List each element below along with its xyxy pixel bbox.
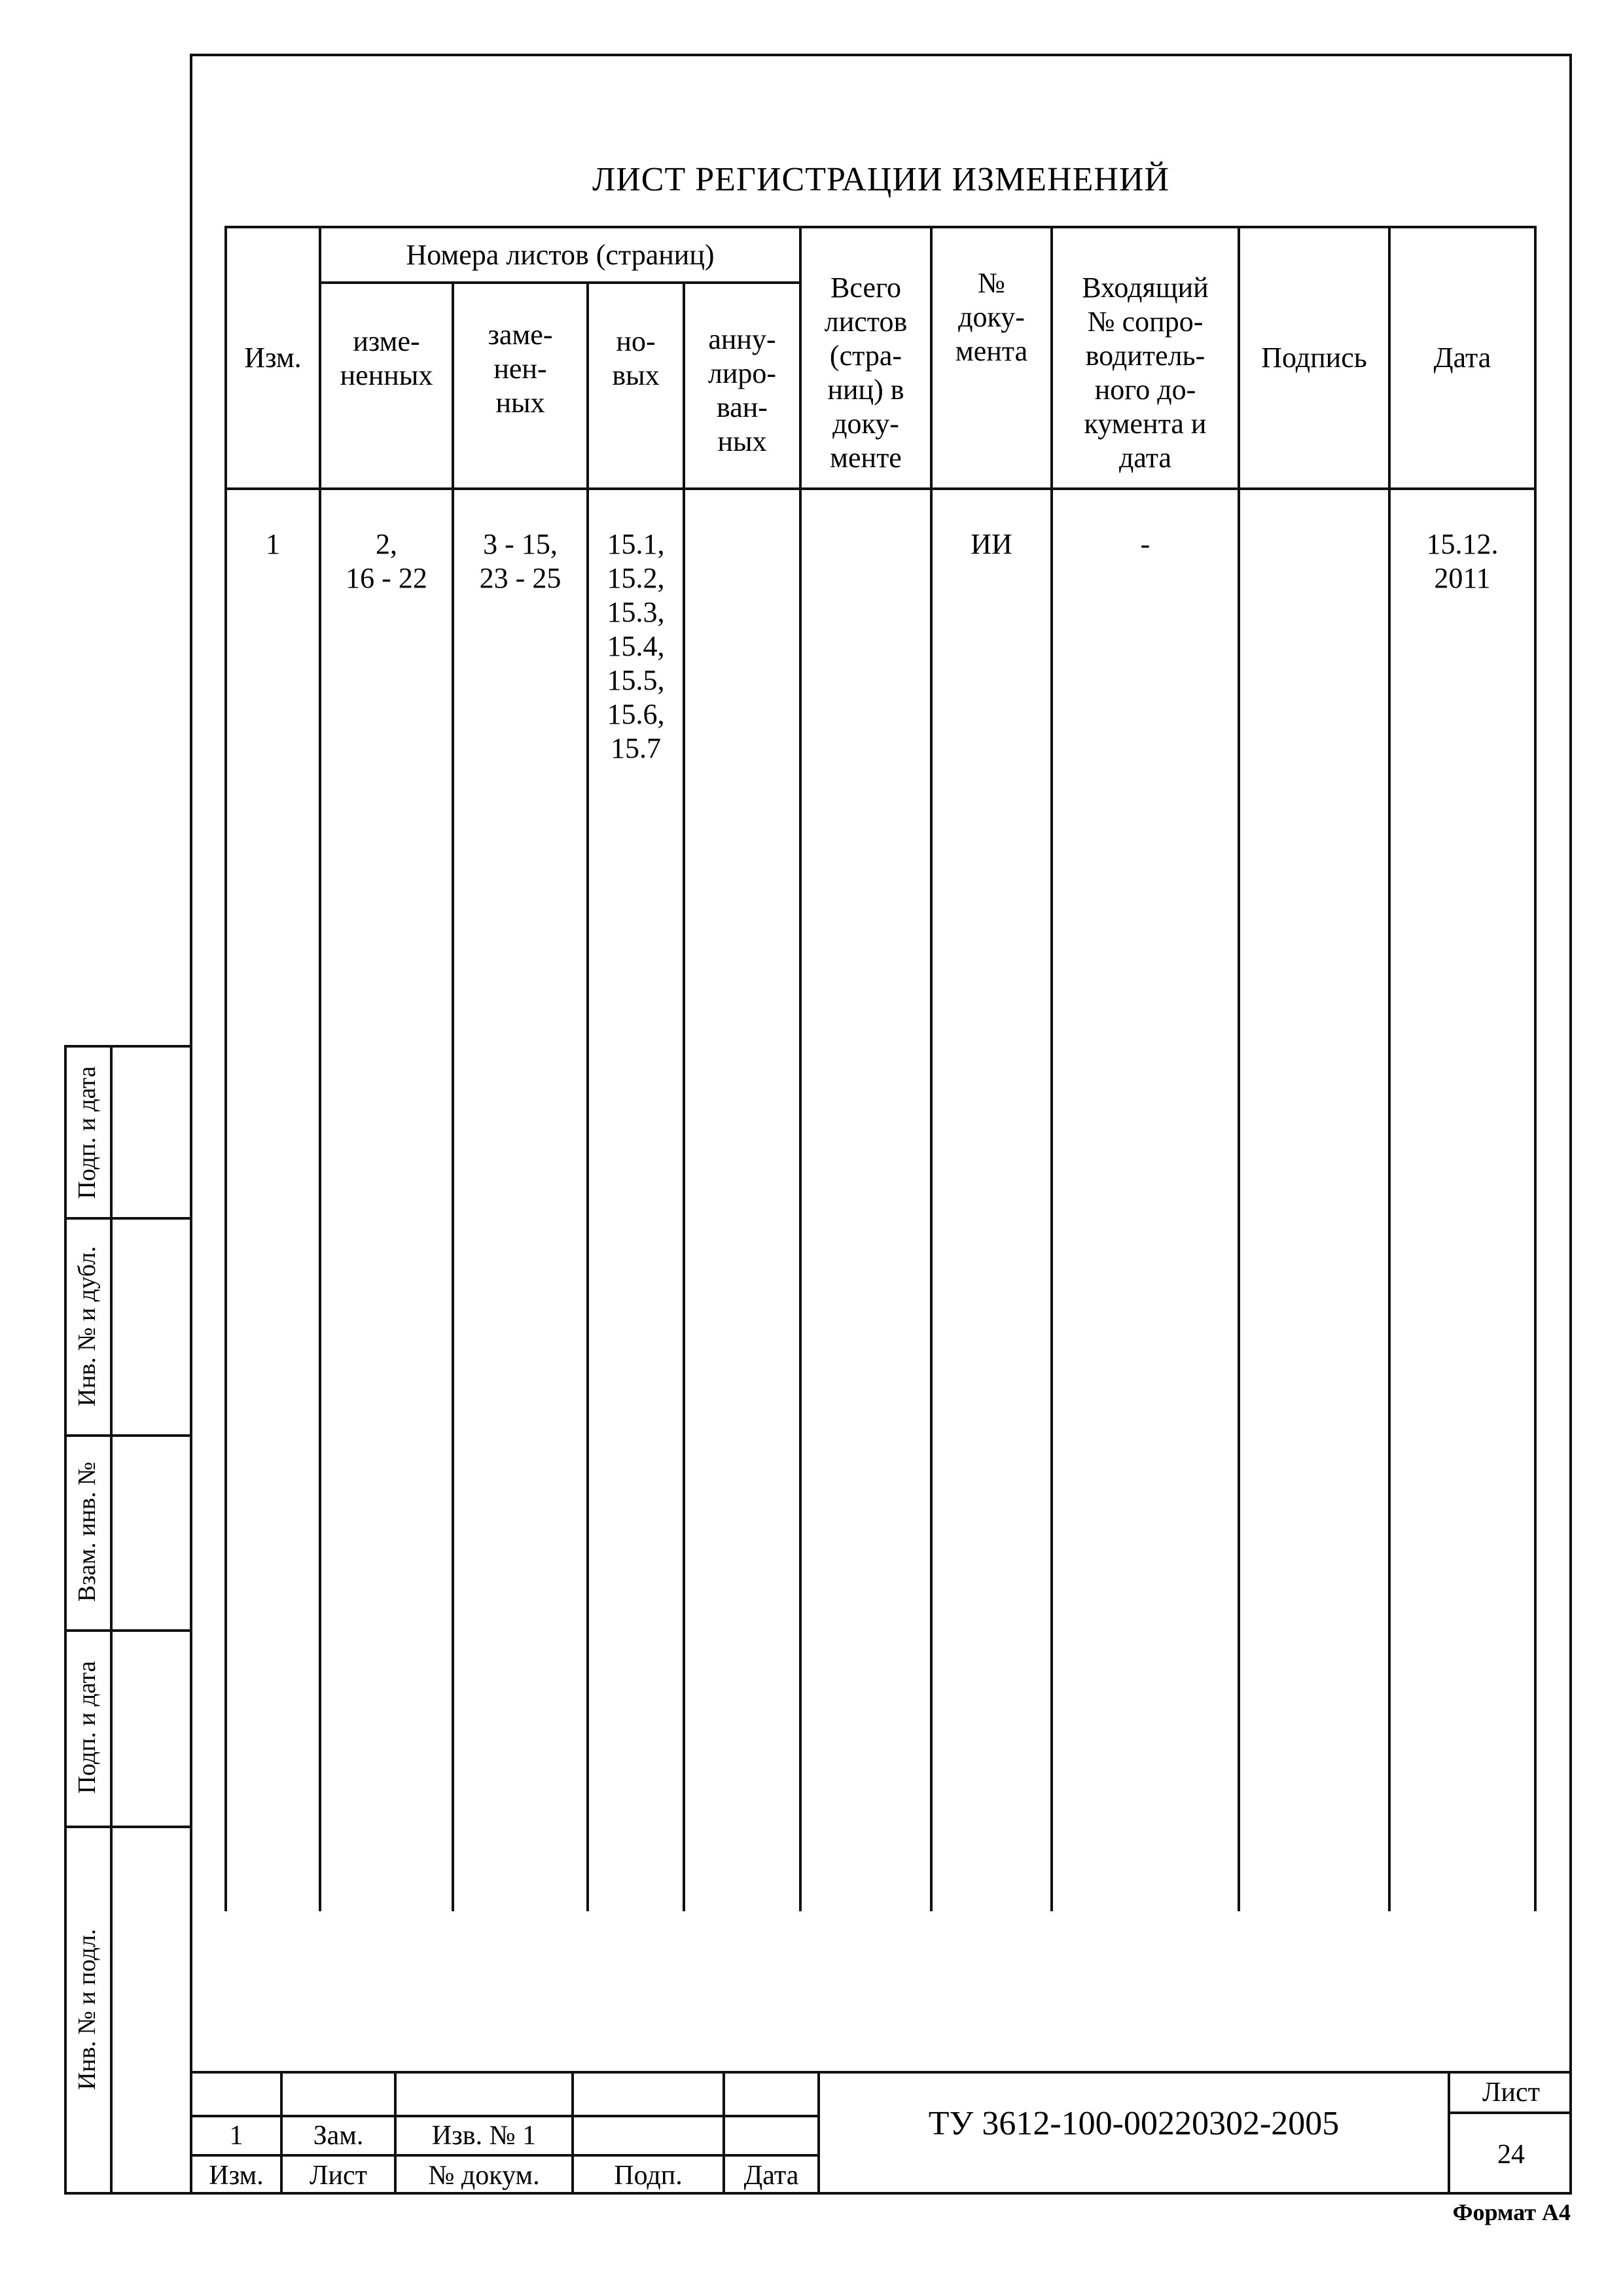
side-stamp-dup-inventory: Инв. № и дубл. — [73, 1246, 101, 1407]
row-replaced: 3 - 15, 23 - 25 — [479, 528, 562, 594]
sheet-number: 24 — [1497, 2139, 1525, 2170]
header-date: Дата — [1433, 342, 1491, 374]
side-stamp-replacement-inventory: Взам. инв. № — [73, 1461, 101, 1602]
side-stamp-original-inventory: Инв. № и подл. — [73, 1928, 101, 2091]
page-title: ЛИСТ РЕГИСТРАЦИИ ИЗМЕНЕНИЙ — [592, 161, 1170, 198]
document-designation: ТУ 3612-100-00220302-2005 — [928, 2104, 1340, 2142]
header-new: но- вых — [612, 325, 660, 391]
side-stamp-sign-date-1: Подп. и дата — [73, 1066, 101, 1199]
row-changed: 2, 16 - 22 — [346, 528, 427, 594]
header-sheet-numbers-group: Номера листов (страниц) — [406, 238, 715, 271]
title-block-sign-label: Подп. — [614, 2161, 683, 2191]
row-new: 15.1, 15.2, 15.3, 15.4, 15.5, 15.6, 15.7 — [607, 528, 665, 764]
title-block-sheet-label: Лист — [310, 2161, 367, 2191]
header-changed: изме- ненных — [340, 325, 433, 391]
format-label: Формат А4 — [1452, 2199, 1571, 2225]
row-incoming: - — [1140, 528, 1150, 560]
title-block-sign-value — [574, 2117, 722, 2154]
row-date: 15.12. 2011 — [1426, 528, 1499, 594]
side-stamp-sign-date-2: Подп. и дата — [73, 1661, 101, 1794]
sheet-label: Лист — [1482, 2077, 1540, 2108]
header-signature: Подпись — [1261, 342, 1367, 374]
title-block-date-label: Дата — [743, 2161, 799, 2191]
title-block-izm-label: Изм. — [209, 2161, 264, 2191]
title-block-izm-value: 1 — [229, 2121, 243, 2151]
header-annulled: анну- лиро- ван- ных — [707, 323, 777, 457]
row-doc-number: ИИ — [971, 528, 1012, 560]
header-doc-number: № доку- мента — [955, 267, 1028, 367]
header-izm: Изм. — [244, 342, 302, 374]
row-izm: 1 — [266, 528, 280, 560]
header-total-sheets: Всего листов (стра- ниц) в доку- менте — [824, 272, 908, 474]
title-block-sheet-value: Зам. — [313, 2121, 364, 2151]
title-block-doc-label: № докум. — [428, 2161, 540, 2191]
header-incoming-doc: Входящий № сопро- водитель- ного до- кумента и дата — [1082, 272, 1209, 474]
title-block-date-value — [725, 2117, 817, 2154]
header-replaced: заме- нен- ных — [488, 319, 553, 419]
title-block-doc-value: Изв. № 1 — [431, 2121, 537, 2151]
